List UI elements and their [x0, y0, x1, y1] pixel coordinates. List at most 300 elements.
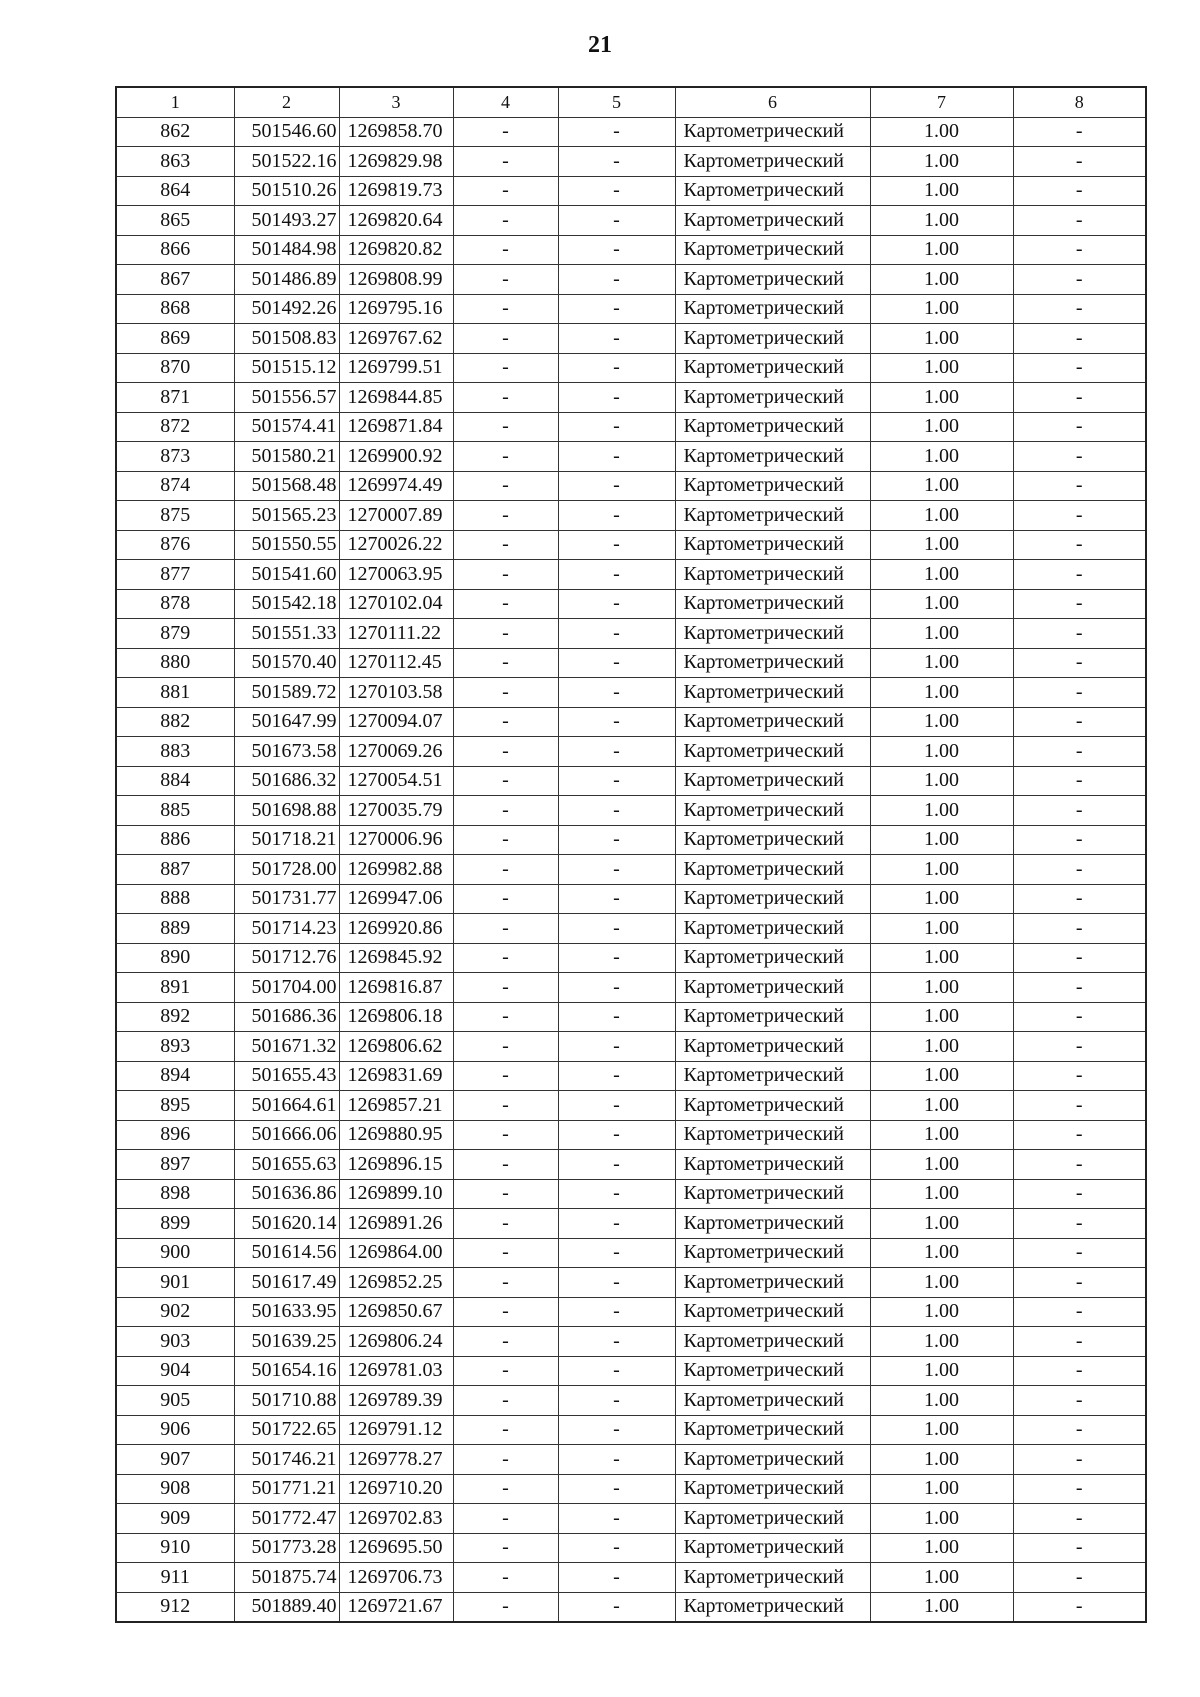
col4-cell: -: [453, 1179, 558, 1209]
table-row: [116, 412, 1146, 442]
y-coordinate-cell: 1269806.62: [339, 1032, 453, 1062]
col8-cell: -: [1013, 383, 1146, 413]
point-number-cell: 885: [116, 796, 234, 826]
table-row: [116, 1061, 1146, 1091]
y-coordinate-cell: 1270111.22: [339, 619, 453, 649]
col4-cell: -: [453, 530, 558, 560]
y-coordinate-cell: 1269880.95: [339, 1120, 453, 1150]
col5-cell: -: [558, 1563, 675, 1593]
col8-cell: -: [1013, 560, 1146, 590]
col4-cell: -: [453, 117, 558, 147]
col4-cell: -: [453, 973, 558, 1003]
accuracy-cell: 1.00: [870, 324, 1013, 354]
y-coordinate-cell: 1270007.89: [339, 501, 453, 531]
accuracy-cell: 1.00: [870, 1592, 1013, 1622]
col8-cell: -: [1013, 353, 1146, 383]
table-row: [116, 1032, 1146, 1062]
table-row: [116, 707, 1146, 737]
y-coordinate-cell: 1269799.51: [339, 353, 453, 383]
col5-cell: -: [558, 1268, 675, 1298]
col5-cell: -: [558, 442, 675, 472]
col5-cell: -: [558, 1445, 675, 1475]
col8-cell: -: [1013, 1592, 1146, 1622]
method-cell: Картометрический: [675, 1504, 870, 1534]
x-coordinate-cell: 501728.00: [234, 855, 339, 885]
method-cell: Картометрический: [675, 294, 870, 324]
method-cell: Картометрический: [675, 206, 870, 236]
point-number-cell: 863: [116, 147, 234, 177]
table-row: [116, 648, 1146, 678]
y-coordinate-cell: 1270063.95: [339, 560, 453, 590]
point-number-cell: 878: [116, 589, 234, 619]
accuracy-cell: 1.00: [870, 353, 1013, 383]
col5-cell: -: [558, 825, 675, 855]
col5-cell: -: [558, 855, 675, 885]
point-number-cell: 905: [116, 1386, 234, 1416]
point-number-cell: 904: [116, 1356, 234, 1386]
y-coordinate-cell: 1270103.58: [339, 678, 453, 708]
col4-cell: -: [453, 796, 558, 826]
col8-cell: -: [1013, 1504, 1146, 1534]
accuracy-cell: 1.00: [870, 707, 1013, 737]
col5-cell: -: [558, 412, 675, 442]
table-row: [116, 530, 1146, 560]
y-coordinate-cell: 1269808.99: [339, 265, 453, 295]
point-number-cell: 864: [116, 176, 234, 206]
col5-cell: -: [558, 530, 675, 560]
accuracy-cell: 1.00: [870, 471, 1013, 501]
method-cell: Картометрический: [675, 1032, 870, 1062]
point-number-cell: 910: [116, 1533, 234, 1563]
point-number-cell: 898: [116, 1179, 234, 1209]
col4-cell: -: [453, 825, 558, 855]
accuracy-cell: 1.00: [870, 265, 1013, 295]
y-coordinate-cell: 1269795.16: [339, 294, 453, 324]
col4-cell: -: [453, 471, 558, 501]
point-number-cell: 875: [116, 501, 234, 531]
x-coordinate-cell: 501655.63: [234, 1150, 339, 1180]
x-coordinate-cell: 501889.40: [234, 1592, 339, 1622]
y-coordinate-cell: 1269864.00: [339, 1238, 453, 1268]
method-cell: Картометрический: [675, 1386, 870, 1416]
col8-cell: -: [1013, 1445, 1146, 1475]
table-row: [116, 589, 1146, 619]
y-coordinate-cell: 1269721.67: [339, 1592, 453, 1622]
col5-cell: -: [558, 589, 675, 619]
column-header: 6: [675, 87, 870, 117]
col8-cell: -: [1013, 265, 1146, 295]
table-row: [116, 147, 1146, 177]
column-header: 2: [234, 87, 339, 117]
col8-cell: -: [1013, 1032, 1146, 1062]
method-cell: Картометрический: [675, 1297, 870, 1327]
accuracy-cell: 1.00: [870, 737, 1013, 767]
col4-cell: -: [453, 147, 558, 177]
col8-cell: -: [1013, 707, 1146, 737]
col5-cell: -: [558, 471, 675, 501]
x-coordinate-cell: 501636.86: [234, 1179, 339, 1209]
col4-cell: -: [453, 1327, 558, 1357]
accuracy-cell: 1.00: [870, 943, 1013, 973]
col8-cell: -: [1013, 737, 1146, 767]
accuracy-cell: 1.00: [870, 1032, 1013, 1062]
y-coordinate-cell: 1270026.22: [339, 530, 453, 560]
col4-cell: -: [453, 1061, 558, 1091]
table-row: [116, 1592, 1146, 1622]
accuracy-cell: 1.00: [870, 678, 1013, 708]
col5-cell: -: [558, 1150, 675, 1180]
accuracy-cell: 1.00: [870, 796, 1013, 826]
point-number-cell: 893: [116, 1032, 234, 1062]
accuracy-cell: 1.00: [870, 1238, 1013, 1268]
col4-cell: -: [453, 1209, 558, 1239]
col5-cell: -: [558, 1209, 675, 1239]
col8-cell: -: [1013, 1327, 1146, 1357]
y-coordinate-cell: 1269831.69: [339, 1061, 453, 1091]
col8-cell: -: [1013, 855, 1146, 885]
table-row: [116, 206, 1146, 236]
x-coordinate-cell: 501484.98: [234, 235, 339, 265]
col8-cell: -: [1013, 412, 1146, 442]
method-cell: Картометрический: [675, 1179, 870, 1209]
accuracy-cell: 1.00: [870, 1268, 1013, 1298]
table-row: [116, 1445, 1146, 1475]
table-row: [116, 737, 1146, 767]
table-row: [116, 1150, 1146, 1180]
point-number-cell: 868: [116, 294, 234, 324]
col8-cell: -: [1013, 1061, 1146, 1091]
method-cell: Картометрический: [675, 1533, 870, 1563]
col4-cell: -: [453, 265, 558, 295]
y-coordinate-cell: 1269791.12: [339, 1415, 453, 1445]
accuracy-cell: 1.00: [870, 530, 1013, 560]
x-coordinate-cell: 501542.18: [234, 589, 339, 619]
table-row: [116, 1297, 1146, 1327]
x-coordinate-cell: 501664.61: [234, 1091, 339, 1121]
method-cell: Картометрический: [675, 589, 870, 619]
table-row: [116, 1474, 1146, 1504]
y-coordinate-cell: 1269820.64: [339, 206, 453, 236]
col4-cell: -: [453, 1504, 558, 1534]
point-number-cell: 887: [116, 855, 234, 885]
x-coordinate-cell: 501710.88: [234, 1386, 339, 1416]
x-coordinate-cell: 501614.56: [234, 1238, 339, 1268]
accuracy-cell: 1.00: [870, 1563, 1013, 1593]
col5-cell: -: [558, 678, 675, 708]
col5-cell: -: [558, 235, 675, 265]
point-number-cell: 888: [116, 884, 234, 914]
table-row: [116, 442, 1146, 472]
col5-cell: -: [558, 1327, 675, 1357]
col8-cell: -: [1013, 117, 1146, 147]
col8-cell: -: [1013, 589, 1146, 619]
col5-cell: -: [558, 619, 675, 649]
table-row: [116, 353, 1146, 383]
x-coordinate-cell: 501722.65: [234, 1415, 339, 1445]
x-coordinate-cell: 501556.57: [234, 383, 339, 413]
point-number-cell: 872: [116, 412, 234, 442]
col5-cell: -: [558, 914, 675, 944]
point-number-cell: 874: [116, 471, 234, 501]
table-row: [116, 1091, 1146, 1121]
method-cell: Картометрический: [675, 1238, 870, 1268]
col5-cell: -: [558, 766, 675, 796]
col4-cell: -: [453, 619, 558, 649]
col8-cell: -: [1013, 1091, 1146, 1121]
col8-cell: -: [1013, 1356, 1146, 1386]
point-number-cell: 894: [116, 1061, 234, 1091]
point-number-cell: 881: [116, 678, 234, 708]
col4-cell: -: [453, 648, 558, 678]
col5-cell: -: [558, 884, 675, 914]
table-row: [116, 1386, 1146, 1416]
col5-cell: -: [558, 353, 675, 383]
table-row: [116, 501, 1146, 531]
col4-cell: -: [453, 1563, 558, 1593]
x-coordinate-cell: 501617.49: [234, 1268, 339, 1298]
col4-cell: -: [453, 1533, 558, 1563]
y-coordinate-cell: 1270006.96: [339, 825, 453, 855]
accuracy-cell: 1.00: [870, 235, 1013, 265]
x-coordinate-cell: 501580.21: [234, 442, 339, 472]
method-cell: Картометрический: [675, 707, 870, 737]
col8-cell: -: [1013, 471, 1146, 501]
table-row: [116, 1209, 1146, 1239]
x-coordinate-cell: 501666.06: [234, 1120, 339, 1150]
method-cell: Картометрический: [675, 383, 870, 413]
col4-cell: -: [453, 1592, 558, 1622]
col4-cell: -: [453, 1356, 558, 1386]
method-cell: Картометрический: [675, 1327, 870, 1357]
col8-cell: -: [1013, 648, 1146, 678]
col4-cell: -: [453, 766, 558, 796]
y-coordinate-cell: 1270035.79: [339, 796, 453, 826]
x-coordinate-cell: 501633.95: [234, 1297, 339, 1327]
x-coordinate-cell: 501875.74: [234, 1563, 339, 1593]
accuracy-cell: 1.00: [870, 383, 1013, 413]
col4-cell: -: [453, 884, 558, 914]
x-coordinate-cell: 501541.60: [234, 560, 339, 590]
col4-cell: -: [453, 235, 558, 265]
table-row: [116, 324, 1146, 354]
method-cell: Картометрический: [675, 147, 870, 177]
point-number-cell: 896: [116, 1120, 234, 1150]
method-cell: Картометрический: [675, 973, 870, 1003]
x-coordinate-cell: 501686.36: [234, 1002, 339, 1032]
point-number-cell: 876: [116, 530, 234, 560]
method-cell: Картометрический: [675, 176, 870, 206]
accuracy-cell: 1.00: [870, 1533, 1013, 1563]
col5-cell: -: [558, 294, 675, 324]
col8-cell: -: [1013, 1002, 1146, 1032]
table-row: [116, 855, 1146, 885]
method-cell: Картометрический: [675, 1474, 870, 1504]
table-header-row: [116, 87, 1146, 117]
method-cell: Картометрический: [675, 117, 870, 147]
table-row: [116, 619, 1146, 649]
y-coordinate-cell: 1269974.49: [339, 471, 453, 501]
col5-cell: -: [558, 648, 675, 678]
accuracy-cell: 1.00: [870, 1356, 1013, 1386]
y-coordinate-cell: 1269891.26: [339, 1209, 453, 1239]
accuracy-cell: 1.00: [870, 648, 1013, 678]
x-coordinate-cell: 501493.27: [234, 206, 339, 236]
point-number-cell: 870: [116, 353, 234, 383]
table-row: [116, 1563, 1146, 1593]
col5-cell: -: [558, 147, 675, 177]
point-number-cell: 891: [116, 973, 234, 1003]
col4-cell: -: [453, 1120, 558, 1150]
method-cell: Картометрический: [675, 678, 870, 708]
method-cell: Картометрический: [675, 412, 870, 442]
col5-cell: -: [558, 1179, 675, 1209]
point-number-cell: 892: [116, 1002, 234, 1032]
col5-cell: -: [558, 1356, 675, 1386]
col4-cell: -: [453, 1268, 558, 1298]
method-cell: Картометрический: [675, 530, 870, 560]
y-coordinate-cell: 1269896.15: [339, 1150, 453, 1180]
col8-cell: -: [1013, 796, 1146, 826]
y-coordinate-cell: 1269829.98: [339, 147, 453, 177]
y-coordinate-cell: 1270102.04: [339, 589, 453, 619]
x-coordinate-cell: 501551.33: [234, 619, 339, 649]
point-number-cell: 889: [116, 914, 234, 944]
col4-cell: -: [453, 353, 558, 383]
accuracy-cell: 1.00: [870, 1002, 1013, 1032]
table-row: [116, 1533, 1146, 1563]
table-row: [116, 176, 1146, 206]
point-number-cell: 867: [116, 265, 234, 295]
point-number-cell: 862: [116, 117, 234, 147]
y-coordinate-cell: 1269899.10: [339, 1179, 453, 1209]
col5-cell: -: [558, 1386, 675, 1416]
method-cell: Картометрический: [675, 1592, 870, 1622]
x-coordinate-cell: 501647.99: [234, 707, 339, 737]
col4-cell: -: [453, 560, 558, 590]
point-number-cell: 880: [116, 648, 234, 678]
y-coordinate-cell: 1269778.27: [339, 1445, 453, 1475]
method-cell: Картометрический: [675, 1356, 870, 1386]
table-row: [116, 1179, 1146, 1209]
method-cell: Картометрический: [675, 884, 870, 914]
y-coordinate-cell: 1269702.83: [339, 1504, 453, 1534]
col4-cell: -: [453, 1445, 558, 1475]
method-cell: Картометрический: [675, 501, 870, 531]
col4-cell: -: [453, 707, 558, 737]
col4-cell: -: [453, 943, 558, 973]
accuracy-cell: 1.00: [870, 442, 1013, 472]
accuracy-cell: 1.00: [870, 176, 1013, 206]
y-coordinate-cell: 1270054.51: [339, 766, 453, 796]
table-row: [116, 943, 1146, 973]
col8-cell: -: [1013, 1268, 1146, 1298]
y-coordinate-cell: 1269806.24: [339, 1327, 453, 1357]
x-coordinate-cell: 501510.26: [234, 176, 339, 206]
method-cell: Картометрический: [675, 1002, 870, 1032]
point-number-cell: 899: [116, 1209, 234, 1239]
accuracy-cell: 1.00: [870, 1209, 1013, 1239]
table-row: [116, 560, 1146, 590]
col4-cell: -: [453, 1032, 558, 1062]
point-number-cell: 865: [116, 206, 234, 236]
col4-cell: -: [453, 1091, 558, 1121]
accuracy-cell: 1.00: [870, 1297, 1013, 1327]
point-number-cell: 907: [116, 1445, 234, 1475]
accuracy-cell: 1.00: [870, 973, 1013, 1003]
col5-cell: -: [558, 1533, 675, 1563]
col4-cell: -: [453, 176, 558, 206]
coordinates-table: [115, 86, 1147, 1623]
col8-cell: -: [1013, 973, 1146, 1003]
col4-cell: -: [453, 1474, 558, 1504]
column-header: 4: [453, 87, 558, 117]
accuracy-cell: 1.00: [870, 117, 1013, 147]
accuracy-cell: 1.00: [870, 914, 1013, 944]
x-coordinate-cell: 501508.83: [234, 324, 339, 354]
y-coordinate-cell: 1269920.86: [339, 914, 453, 944]
accuracy-cell: 1.00: [870, 501, 1013, 531]
col5-cell: -: [558, 265, 675, 295]
column-header: 8: [1013, 87, 1146, 117]
method-cell: Картометрический: [675, 855, 870, 885]
x-coordinate-cell: 501574.41: [234, 412, 339, 442]
table-row: [116, 1002, 1146, 1032]
x-coordinate-cell: 501492.26: [234, 294, 339, 324]
x-coordinate-cell: 501712.76: [234, 943, 339, 973]
col4-cell: -: [453, 383, 558, 413]
method-cell: Картометрический: [675, 442, 870, 472]
col5-cell: -: [558, 1415, 675, 1445]
x-coordinate-cell: 501771.21: [234, 1474, 339, 1504]
col8-cell: -: [1013, 324, 1146, 354]
point-number-cell: 871: [116, 383, 234, 413]
table-row: [116, 1268, 1146, 1298]
col4-cell: -: [453, 324, 558, 354]
accuracy-cell: 1.00: [870, 412, 1013, 442]
col8-cell: -: [1013, 294, 1146, 324]
col8-cell: -: [1013, 1474, 1146, 1504]
y-coordinate-cell: 1269695.50: [339, 1533, 453, 1563]
accuracy-cell: 1.00: [870, 294, 1013, 324]
col8-cell: -: [1013, 1238, 1146, 1268]
method-cell: Картометрический: [675, 1563, 870, 1593]
accuracy-cell: 1.00: [870, 206, 1013, 236]
y-coordinate-cell: 1269706.73: [339, 1563, 453, 1593]
point-number-cell: 908: [116, 1474, 234, 1504]
point-number-cell: 866: [116, 235, 234, 265]
y-coordinate-cell: 1269806.18: [339, 1002, 453, 1032]
table-row: [116, 766, 1146, 796]
x-coordinate-cell: 501546.60: [234, 117, 339, 147]
y-coordinate-cell: 1269844.85: [339, 383, 453, 413]
x-coordinate-cell: 501565.23: [234, 501, 339, 531]
col4-cell: -: [453, 1297, 558, 1327]
point-number-cell: 882: [116, 707, 234, 737]
accuracy-cell: 1.00: [870, 147, 1013, 177]
y-coordinate-cell: 1269850.67: [339, 1297, 453, 1327]
method-cell: Картометрический: [675, 766, 870, 796]
col4-cell: -: [453, 1238, 558, 1268]
col4-cell: -: [453, 1415, 558, 1445]
point-number-cell: 911: [116, 1563, 234, 1593]
method-cell: Картометрический: [675, 235, 870, 265]
col5-cell: -: [558, 117, 675, 147]
col4-cell: -: [453, 737, 558, 767]
col8-cell: -: [1013, 914, 1146, 944]
accuracy-cell: 1.00: [870, 1061, 1013, 1091]
col8-cell: -: [1013, 147, 1146, 177]
col4-cell: -: [453, 442, 558, 472]
